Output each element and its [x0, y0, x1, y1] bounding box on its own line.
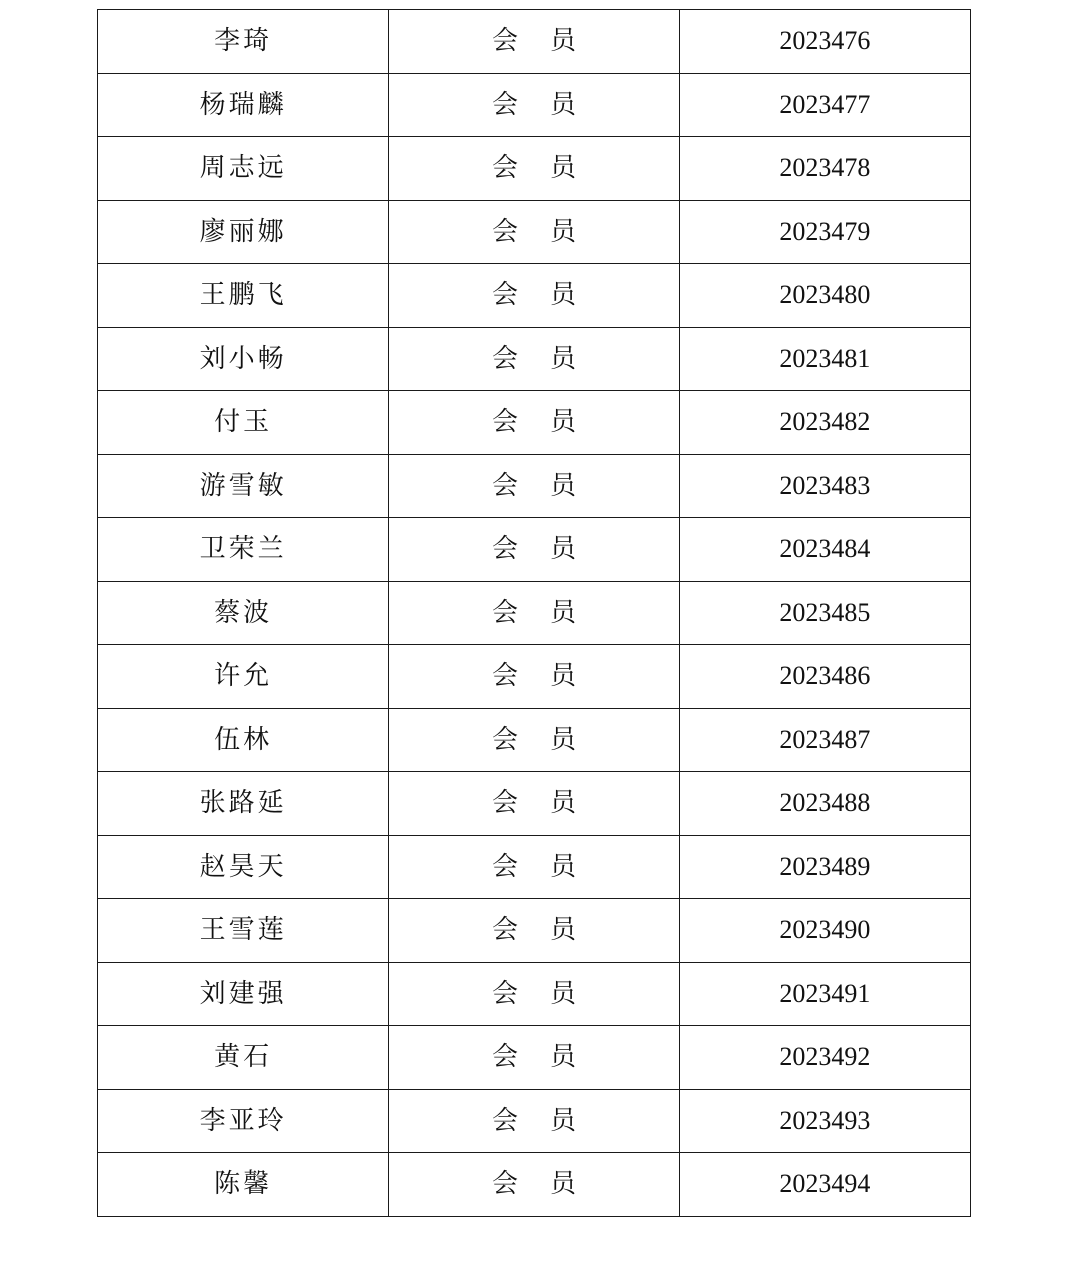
member-role — [389, 200, 679, 264]
role-char-2: 员 — [549, 280, 576, 311]
role-char-2: 员 — [549, 470, 576, 501]
member-name: 周志远 — [98, 137, 389, 201]
role-char-2: 员 — [549, 1169, 576, 1200]
table-row — [98, 645, 971, 709]
role-char-2: 员 — [549, 597, 576, 628]
member-name: 王雪莲 — [98, 899, 389, 963]
role-char-1: 会 — [491, 788, 518, 819]
role-char-1: 会 — [491, 216, 518, 247]
table-row — [98, 835, 971, 899]
member-id: 2023491 — [679, 962, 970, 1026]
role-char-1: 会 — [491, 1169, 518, 1200]
member-id: 2023486 — [679, 645, 970, 709]
role-char-2: 员 — [549, 1042, 576, 1073]
role-char-1: 会 — [491, 89, 518, 120]
member-role — [389, 454, 679, 518]
member-id: 2023482 — [679, 391, 970, 455]
member-name: 李琦 — [98, 10, 389, 74]
member-id: 2023481 — [679, 327, 970, 391]
role-char-1: 会 — [491, 153, 518, 184]
role-char-2: 员 — [549, 851, 576, 882]
member-role — [389, 645, 679, 709]
role-char-1: 会 — [491, 343, 518, 374]
table-row — [98, 581, 971, 645]
table-row — [98, 391, 971, 455]
role-char-1: 会 — [491, 915, 518, 946]
member-id: 2023488 — [679, 772, 970, 836]
member-id: 2023493 — [679, 1089, 970, 1153]
table-row — [98, 454, 971, 518]
member-role — [389, 1153, 679, 1217]
member-id: 2023487 — [679, 708, 970, 772]
member-role — [389, 1089, 679, 1153]
role-char-1: 会 — [491, 1042, 518, 1073]
member-role — [389, 581, 679, 645]
role-char-1: 会 — [491, 280, 518, 311]
role-char-2: 员 — [549, 216, 576, 247]
member-id: 2023485 — [679, 581, 970, 645]
member-id: 2023489 — [679, 835, 970, 899]
member-name: 许允 — [98, 645, 389, 709]
member-name: 刘小畅 — [98, 327, 389, 391]
role-char-1: 会 — [491, 26, 518, 57]
role-char-1: 会 — [491, 407, 518, 438]
role-char-1: 会 — [491, 1105, 518, 1136]
member-role — [389, 899, 679, 963]
member-name: 李亚玲 — [98, 1089, 389, 1153]
member-role — [389, 137, 679, 201]
member-role — [389, 264, 679, 328]
table-row — [98, 1089, 971, 1153]
role-char-1: 会 — [491, 597, 518, 628]
role-char-1: 会 — [491, 851, 518, 882]
table-row — [98, 518, 971, 582]
member-role — [389, 73, 679, 137]
member-name: 陈馨 — [98, 1153, 389, 1217]
member-role — [389, 518, 679, 582]
role-char-2: 员 — [549, 26, 576, 57]
role-char-2: 员 — [549, 534, 576, 565]
table-row — [98, 1026, 971, 1090]
member-id: 2023477 — [679, 73, 970, 137]
role-char-2: 员 — [549, 343, 576, 374]
member-name: 黄石 — [98, 1026, 389, 1090]
role-char-2: 员 — [549, 915, 576, 946]
member-id: 2023476 — [679, 10, 970, 74]
member-id: 2023480 — [679, 264, 970, 328]
member-name: 蔡波 — [98, 581, 389, 645]
member-name: 卫荣兰 — [98, 518, 389, 582]
role-char-2: 员 — [549, 788, 576, 819]
table-row — [98, 137, 971, 201]
member-name: 张路延 — [98, 772, 389, 836]
role-char-2: 员 — [549, 661, 576, 692]
role-char-1: 会 — [491, 978, 518, 1009]
table-row — [98, 708, 971, 772]
member-name: 刘建强 — [98, 962, 389, 1026]
member-id: 2023478 — [679, 137, 970, 201]
member-role — [389, 708, 679, 772]
member-id: 2023494 — [679, 1153, 970, 1217]
member-role — [389, 1026, 679, 1090]
table-row — [98, 264, 971, 328]
member-role — [389, 962, 679, 1026]
member-name: 赵昊天 — [98, 835, 389, 899]
member-role — [389, 10, 679, 74]
role-char-1: 会 — [491, 661, 518, 692]
member-role — [389, 772, 679, 836]
member-id: 2023492 — [679, 1026, 970, 1090]
member-name: 廖丽娜 — [98, 200, 389, 264]
table-row — [98, 962, 971, 1026]
role-char-2: 员 — [549, 724, 576, 755]
member-id: 2023490 — [679, 899, 970, 963]
table-row — [98, 772, 971, 836]
member-id: 2023479 — [679, 200, 970, 264]
role-char-2: 员 — [549, 153, 576, 184]
member-table — [97, 9, 971, 1217]
member-role — [389, 835, 679, 899]
table-row — [98, 327, 971, 391]
member-name: 游雪敏 — [98, 454, 389, 518]
role-char-1: 会 — [491, 534, 518, 565]
member-role — [389, 391, 679, 455]
role-char-1: 会 — [491, 724, 518, 755]
member-role — [389, 327, 679, 391]
role-char-1: 会 — [491, 470, 518, 501]
role-char-2: 员 — [549, 1105, 576, 1136]
member-name: 伍林 — [98, 708, 389, 772]
role-char-2: 员 — [549, 978, 576, 1009]
member-name: 付玉 — [98, 391, 389, 455]
member-name: 王鹏飞 — [98, 264, 389, 328]
table-row — [98, 1153, 971, 1217]
member-table-body — [98, 10, 971, 1217]
member-id: 2023483 — [679, 454, 970, 518]
role-char-2: 员 — [549, 89, 576, 120]
table-row — [98, 10, 971, 74]
role-char-2: 员 — [549, 407, 576, 438]
table-row — [98, 200, 971, 264]
member-id: 2023484 — [679, 518, 970, 582]
table-row — [98, 73, 971, 137]
table-row — [98, 899, 971, 963]
member-name: 杨瑞麟 — [98, 73, 389, 137]
